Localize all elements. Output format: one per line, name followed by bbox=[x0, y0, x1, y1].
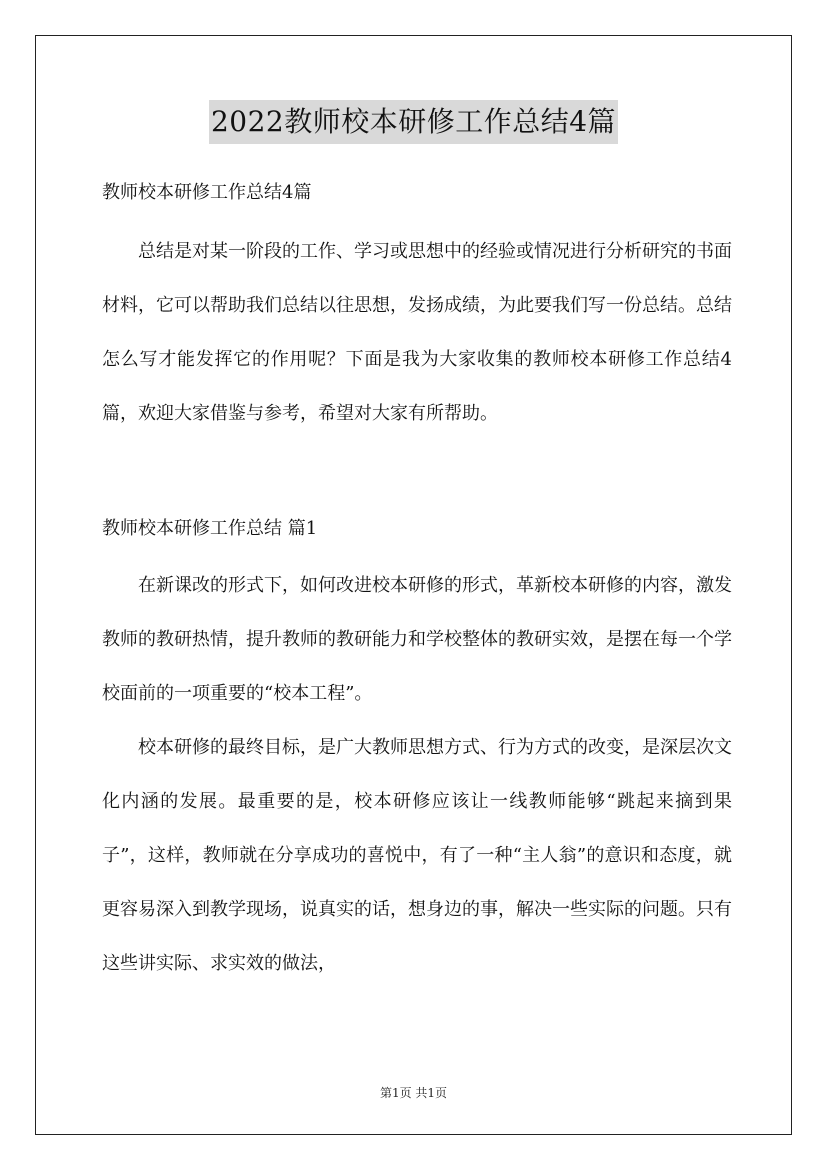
section-heading: 教师校本研修工作总结 篇1 bbox=[102, 518, 318, 539]
document-body bbox=[102, 175, 732, 991]
page-footer: 第1页 共1页 bbox=[379, 1086, 448, 1100]
document-subtitle: 教师校本研修工作总结4篇 bbox=[102, 182, 312, 203]
body-paragraph: 在新课改的形式下，如何改进校本研修的形式，革新校本研修的内容，激发教师的教研热情，提升教师的教研能力和学校整体的教研实效，是摆在每一个学校面前的一项重要的“校本工程”。 bbox=[102, 575, 732, 704]
document-title: 2022教师校本研修工作总结4篇 bbox=[209, 100, 618, 144]
intro-paragraph: 总结是对某一阶段的工作、学习或思想中的经验或情况进行分析研究的书面材料，它可以帮助我们总结以往思想，发扬成绩，为此要我们写一份总结。总结怎么写才能发挥它的作用呢？下面是我为大家收集的教师校本研修工作总结4篇，欢迎大家借鉴与参考，希望对大家有所帮助。 bbox=[102, 241, 732, 424]
body-paragraph: 校本研修的最终目标，是广大教师思想方式、行为方式的改变，是深层次文化内涵的发展。最重要的是，校本研修应该让一线教师能够“跳起来摘到果子”，这样，教师就在分享成功的喜悦中，有了一种“主人翁”的意识和态度，就更容易深入到教学现场，说真实的话，想身边的事，解决一些实际的问题。只有这些讲实际、求实效的做法， bbox=[102, 737, 732, 974]
title-container bbox=[0, 100, 827, 144]
